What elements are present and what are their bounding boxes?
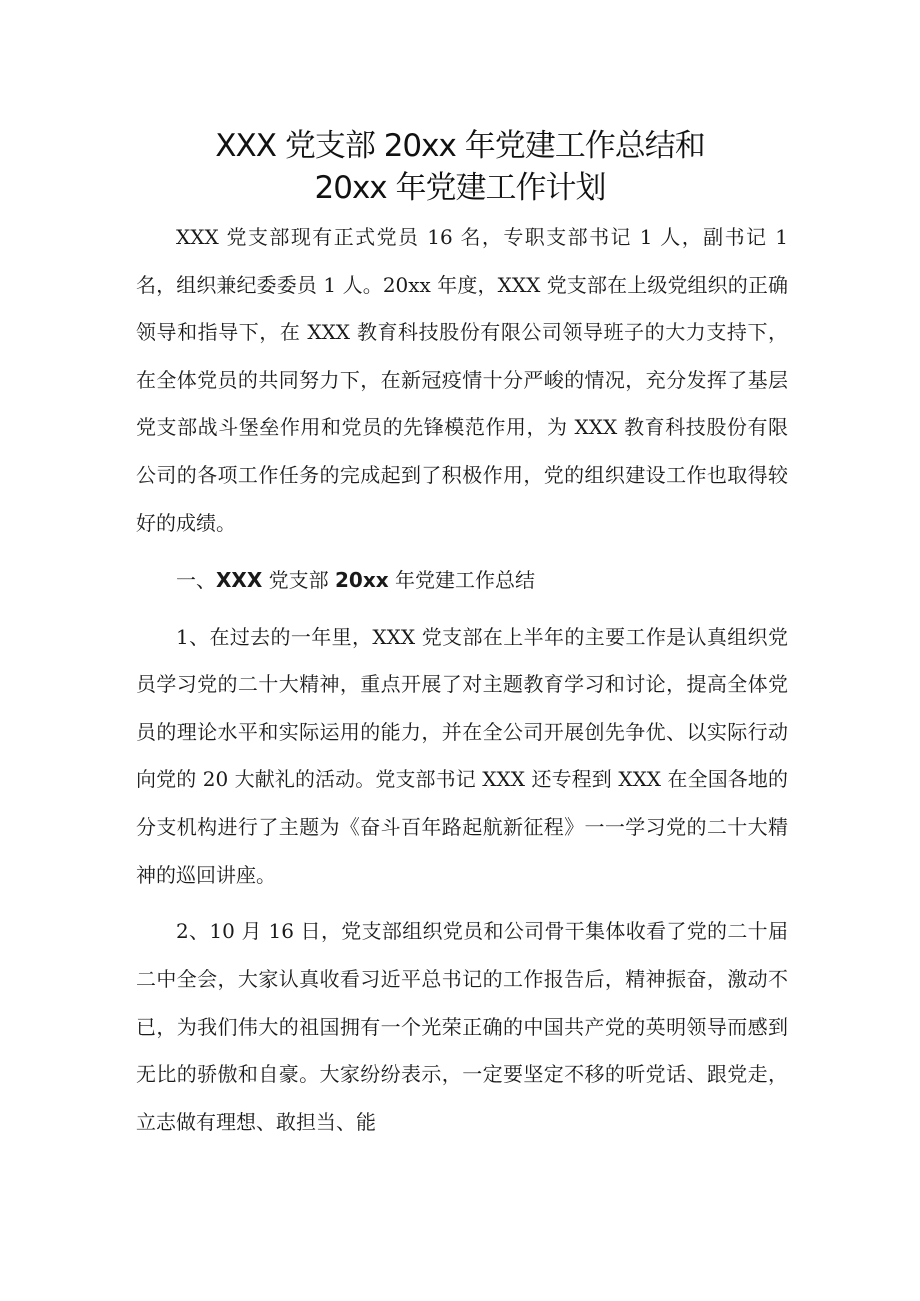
body-paragraph-2: 2、10 月 16 日，党支部组织党员和公司骨干集体收看了党的二十届二中全会，大家认真收看习近平总书记的工作报告后，精神振奋，激动不已，为我们伟大的祖国拥有一个光荣正确的中国共产党的英明领导而感到无比的骄傲和自豪。大家纷纷表示，一定要坚定不移的听党话、跟党走，立志做有理想、敢担当、能	[136, 919, 788, 1134]
section-heading-1	[136, 557, 788, 605]
section-heading-suffix: 年党建工作总结	[388, 567, 535, 592]
document-title-line-1: XXX 党支部 20xx 年党建工作总结和	[215, 128, 705, 164]
section-heading-bold-org: XXX	[216, 567, 263, 592]
section-heading-prefix: 一、	[176, 567, 216, 592]
document-body	[136, 214, 788, 1146]
body-paragraph-1: 1、在过去的一年里，XXX 党支部在上半年的主要工作是认真组织党员学习党的二十大精神，重点开展了对主题教育学习和讨论，提高全体党员的理论水平和实际运用的能力，并在全公司开展创先争优、以实际行动向党的 20 大献礼的活动。党支部书记 XXX 还专程到 XXX 在全国各地的分支机构进行了主题为《奋斗百年路起航新征程》一一学习党的二十大精神的巡回讲座。	[136, 624, 788, 887]
intro-paragraph: XXX 党支部现有正式党员 16 名，专职支部书记 1 人，副书记 1 名，组织兼纪委委员 1 人。20xx 年度，XXX 党支部在上级党组织的正确领导和指导下，在 XXX 教育科技股份有限公司领导班子的大力支持下，在全体党员的共同努力下，在新冠疫情十分严峻的情况，充分发挥了基层党支部战斗堡垒作用和党员的先锋模范作用，为 XXX 教育科技股份有限公司的各项工作任务的完成起到了积极作用，党的组织建设工作也取得较好的成绩。	[136, 225, 788, 535]
section-heading-bold-year: 20xx	[334, 567, 389, 592]
document-title-line-2: 20xx 年党建工作计划	[314, 170, 606, 206]
section-heading-middle: 党支部	[262, 567, 335, 592]
